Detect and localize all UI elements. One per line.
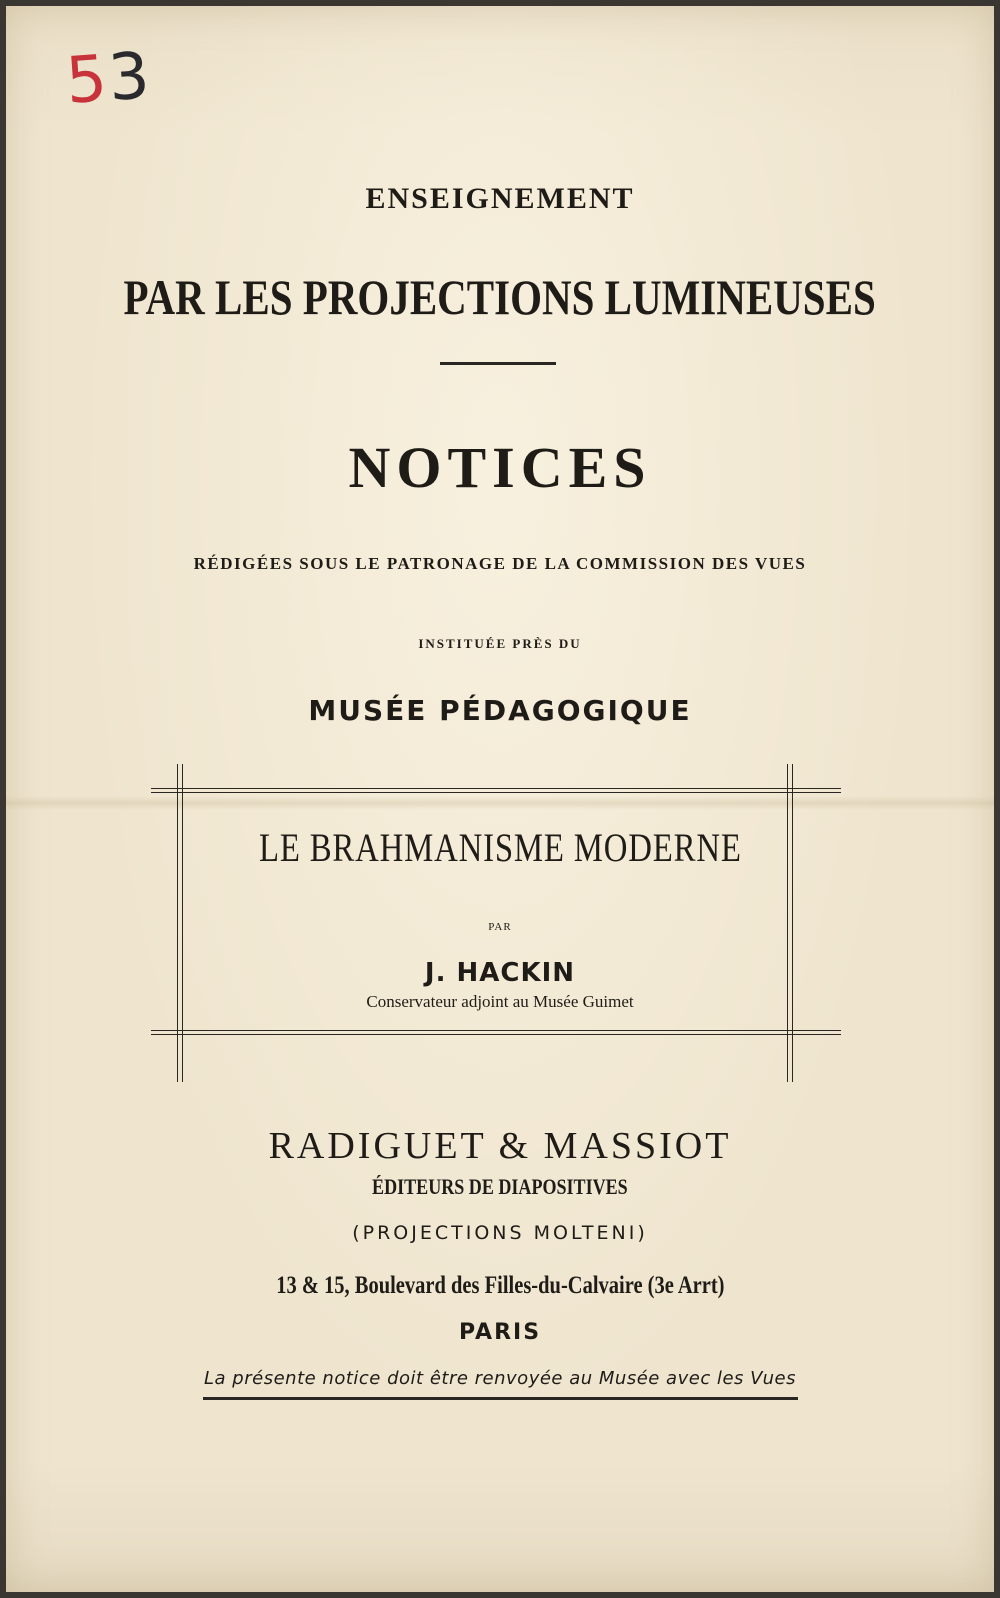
museum-name: MUSÉE PÉDAGOGIQUE <box>308 694 692 727</box>
work-title <box>6 824 994 871</box>
document-page <box>6 6 994 1592</box>
work-title-text: LE BRAHMANISME MODERNE <box>258 825 742 870</box>
title-divider <box>440 362 556 365</box>
title-frame <box>151 766 841 1066</box>
frame-bottom-rule <box>151 1030 841 1035</box>
handwritten-digit-red: 5 <box>63 42 112 119</box>
publisher-address <box>6 1272 994 1300</box>
return-note: La présente notice doit être renvoyée au Musée avec les Vues <box>204 1368 796 1389</box>
author-name: J. HACKIN <box>424 958 576 988</box>
publisher-address-text: 13 & 15, Boulevard des Filles-du-Calvaire (3e Arrt) <box>275 1272 725 1299</box>
author-role: Conservateur adjoint au Musée Guimet <box>366 992 634 1011</box>
header-line-1: ENSEIGNEMENT <box>365 182 635 215</box>
publisher-role-text: ÉDITEURS DE DIAPOSITIVES <box>372 1174 628 1199</box>
header-line-2 <box>6 268 994 326</box>
handwritten-number <box>64 39 154 119</box>
return-note-underline <box>203 1397 798 1400</box>
by-label: PAR <box>488 921 512 933</box>
publisher-name: RADIGUET & MASSIOT <box>268 1125 732 1167</box>
notices-title: NOTICES <box>348 435 652 500</box>
frame-top-rule <box>151 788 841 793</box>
publisher-role <box>6 1174 994 1200</box>
instituted-label: INSTITUÉE PRÈS DU <box>418 636 582 651</box>
handwritten-digit-black: 3 <box>106 39 154 116</box>
publisher-city: PARIS <box>458 1320 542 1345</box>
publisher-projections: (PROJECTIONS MOLTENI) <box>352 1222 648 1244</box>
notices-subtitle: RÉDIGÉES SOUS LE PATRONAGE DE LA COMMISSION DES VUES <box>193 554 807 573</box>
header-line-2-text: PAR LES PROJECTIONS LUMINEUSES <box>123 269 877 325</box>
